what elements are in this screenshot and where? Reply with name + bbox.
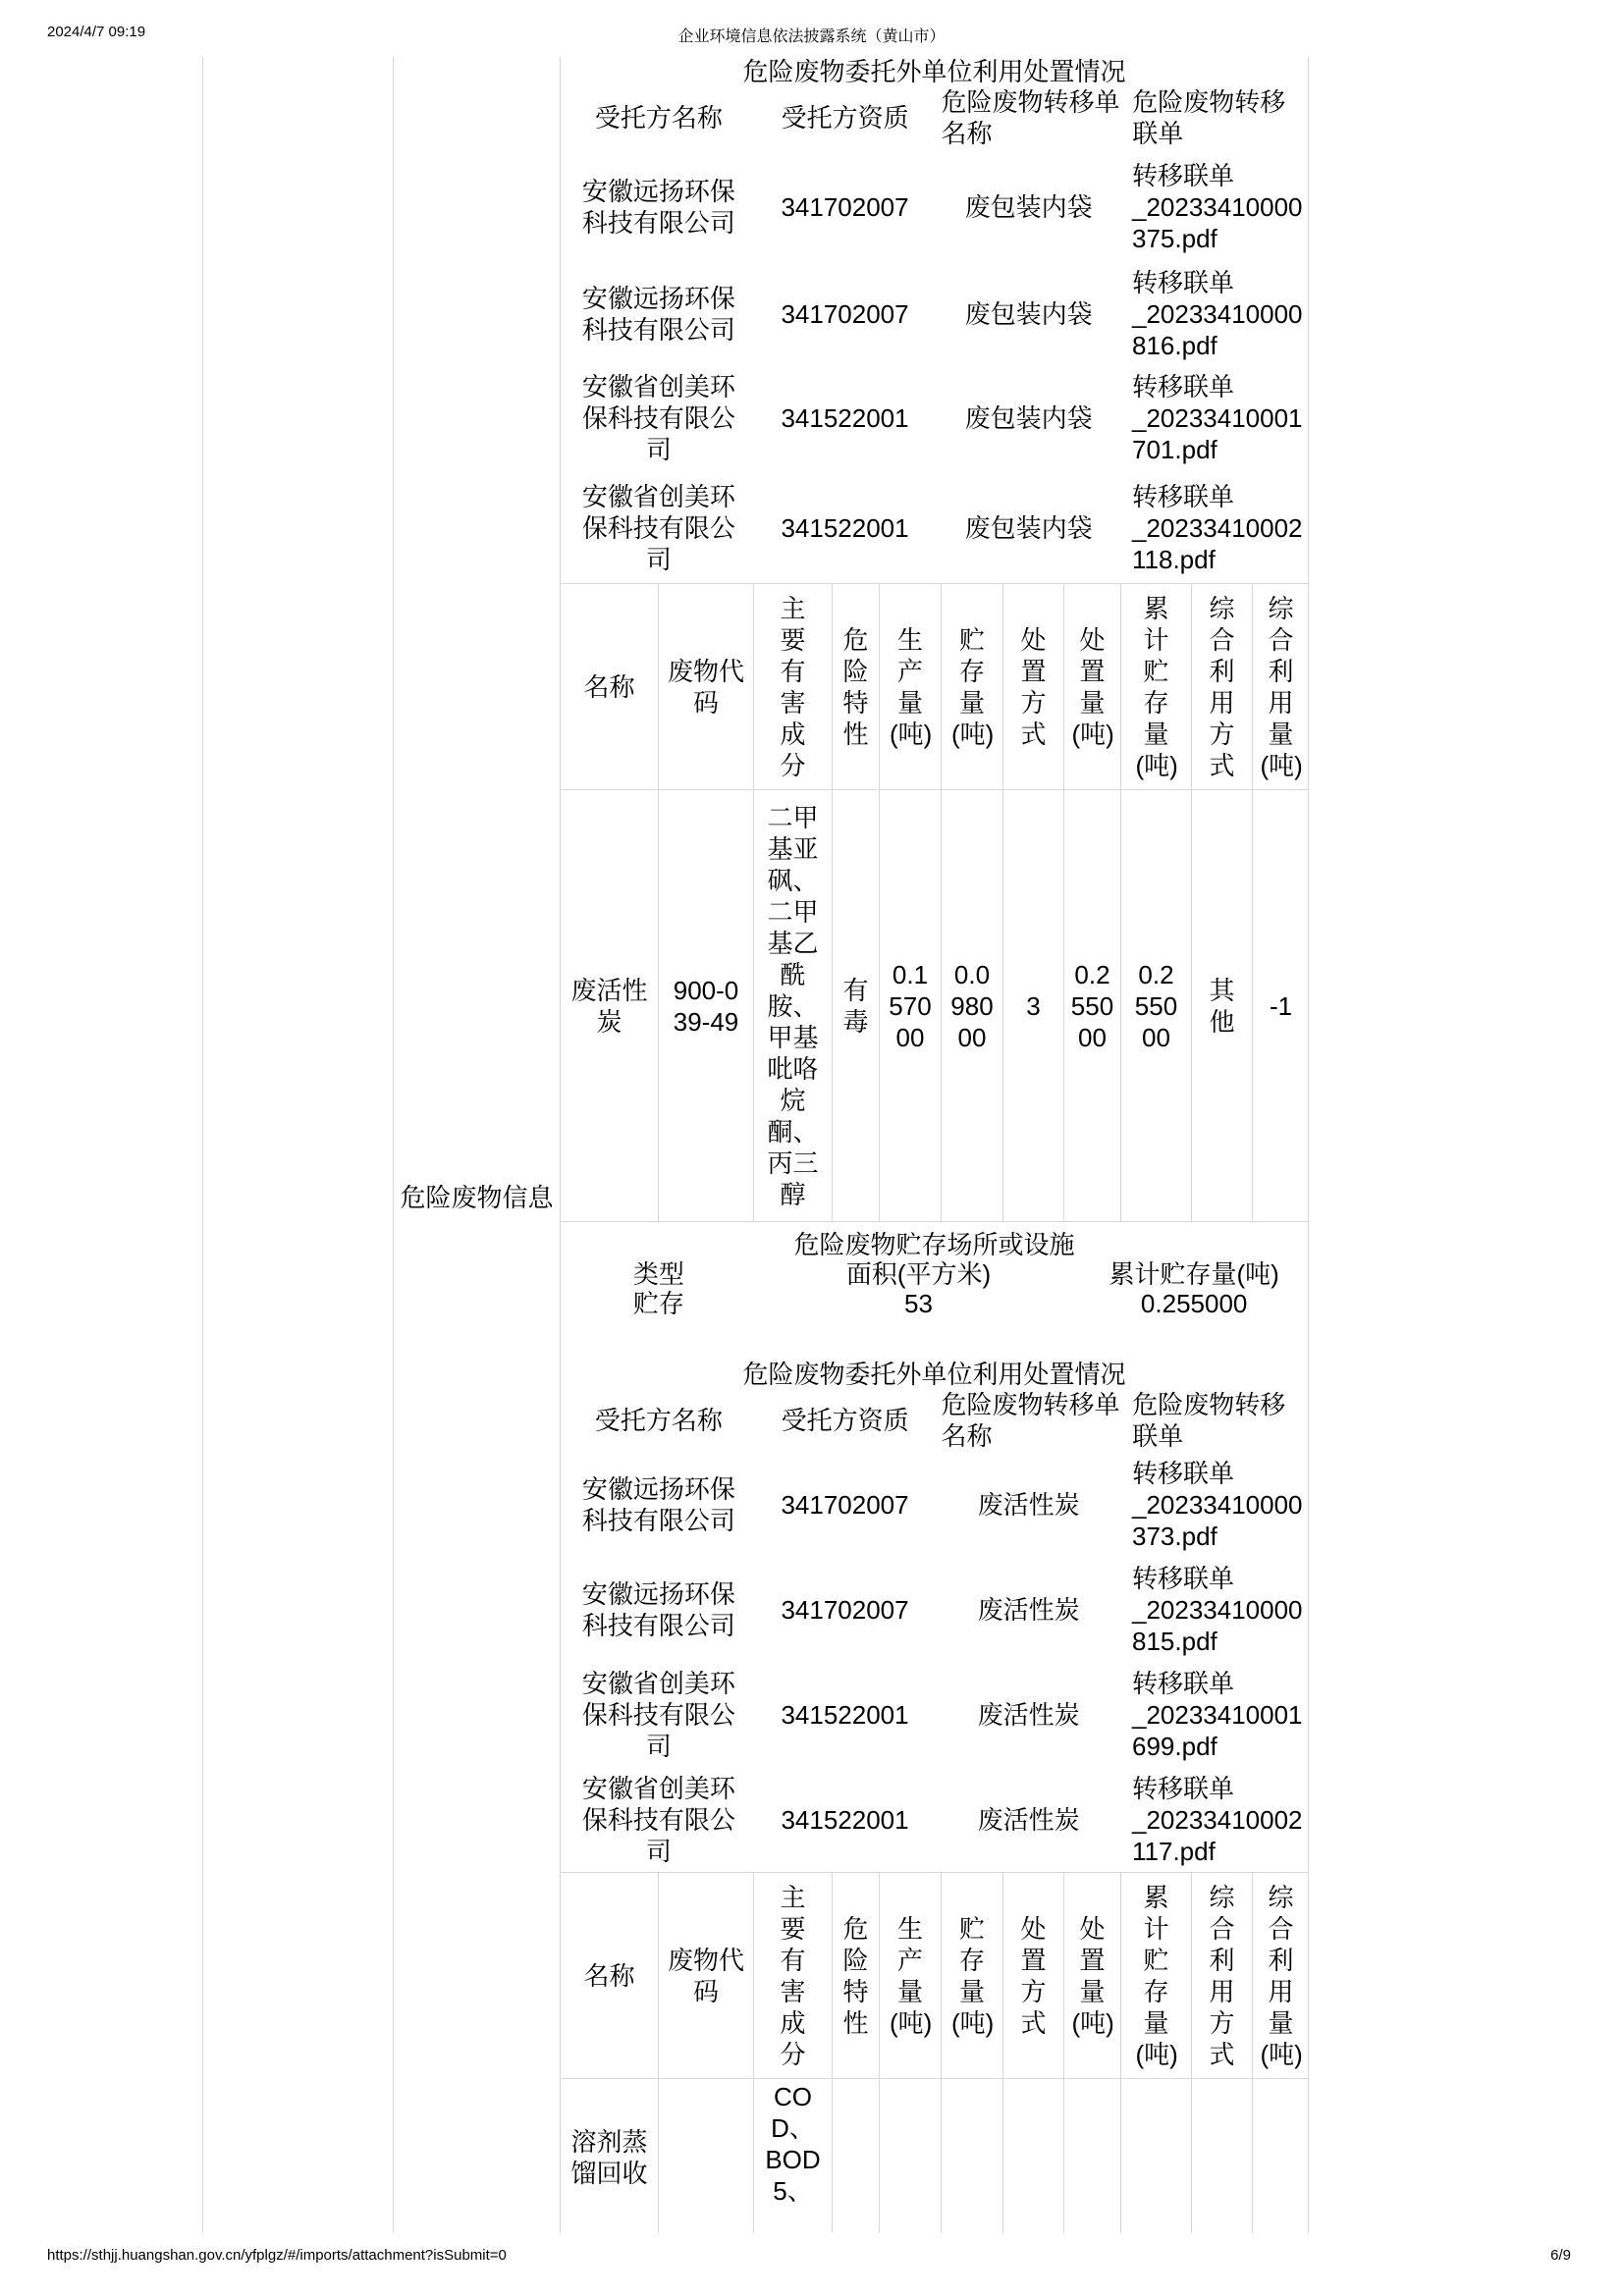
manifest-file: 转移联单_20233410000375.pdf — [1132, 161, 1303, 253]
print-datetime: 2024/4/7 09:19 — [47, 24, 146, 40]
column-header: 累计贮存量(吨) — [1121, 1873, 1192, 2079]
table-row — [561, 149, 1308, 265]
column-header: 名称 — [561, 1873, 659, 2079]
utilization-method — [1192, 2079, 1253, 2233]
waste-detail-table-2 — [561, 1872, 1308, 2233]
consignee-name: 安徽远扬环保科技有限公司 — [581, 1473, 735, 1535]
column-header: 贮存量(吨) — [942, 1873, 1003, 2079]
table-row — [561, 1662, 1308, 1767]
consignee-name: 安徽远扬环保科技有限公司 — [581, 284, 735, 345]
manifest-name: 废包装内袋 — [964, 403, 1093, 433]
section-title-storage: 危险废物贮存场所或设施 — [793, 1230, 1075, 1259]
waste-detail-table-1 — [561, 583, 1308, 1222]
manifest-name: 废包装内袋 — [964, 192, 1093, 222]
print-url: https://sthjj.huangshan.gov.cn/yfplgz/#/imports/attachment?isSubmit=0 — [47, 2247, 507, 2264]
manifest-name: 废活性炭 — [977, 1594, 1080, 1625]
storage-area: 53 — [904, 1289, 933, 1318]
column-header: 废物代码 — [659, 1873, 754, 2079]
manifest-file: 转移联单_20233410002118.pdf — [1132, 482, 1303, 574]
column-header: 危险废物转移单名称 — [941, 87, 1120, 148]
column-header: 累计贮存量(吨) — [1121, 584, 1192, 790]
column-header: 综合利用方式 — [1192, 1873, 1253, 2079]
manifest-name: 废活性炭 — [977, 1804, 1080, 1835]
column-header: 名称 — [561, 584, 659, 790]
column-header: 综合利用量(吨) — [1253, 1873, 1309, 2079]
column-header: 处置量(吨) — [1064, 1873, 1121, 2079]
production-amount — [880, 2079, 942, 2233]
table-row — [561, 265, 1308, 363]
consignee-name: 安徽远扬环保科技有限公司 — [581, 1578, 735, 1640]
column-header: 处置方式 — [1003, 1873, 1064, 2079]
disposal-amount: 0.255000 — [1064, 790, 1121, 1222]
consignee-qualification: 341522001 — [781, 403, 909, 433]
section-title-transfer-2: 危险废物委托外单位利用处置情况 — [742, 1360, 1126, 1389]
table-content-column — [561, 57, 1309, 2233]
column-header: 生产量(吨) — [880, 584, 942, 790]
waste-code — [659, 2079, 754, 2233]
column-header: 危险废物转移联单 — [1132, 1390, 1286, 1451]
column-header: 类型 — [632, 1259, 684, 1289]
manifest-file: 转移联单_20233410001701.pdf — [1132, 372, 1303, 464]
storage-header-row — [561, 1259, 1308, 1289]
column-header: 贮存量(吨) — [942, 584, 1003, 790]
column-header: 危险废物转移单名称 — [941, 1390, 1120, 1451]
column-header: 综合利用量(吨) — [1253, 584, 1309, 790]
column-header: 主要有害成分 — [754, 584, 833, 790]
manifest-file: 转移联单_20233410000373.pdf — [1132, 1458, 1303, 1551]
transfer1-header-row — [561, 86, 1308, 149]
consignee-name: 安徽远扬环保科技有限公司 — [581, 177, 735, 238]
storage-amount — [942, 2079, 1003, 2233]
manifest-file: 转移联单_20233410002117.pdf — [1132, 1773, 1303, 1866]
row-group-label: 危险废物信息 — [400, 1183, 554, 1212]
column-header: 主要有害成分 — [754, 1873, 833, 2079]
manifest-name: 废活性炭 — [977, 1489, 1080, 1520]
disclosure-table — [202, 57, 1309, 2233]
page-number: 6/9 — [1550, 2247, 1571, 2264]
consignee-qualification: 341702007 — [781, 299, 909, 329]
manifest-name: 废包装内袋 — [964, 513, 1093, 543]
column-header: 处置方式 — [1003, 584, 1064, 790]
column-header: 累计贮存量(吨) — [1109, 1259, 1279, 1289]
waste-name: 溶剂蒸馏回收 — [561, 2079, 659, 2233]
utilization-amount: -1 — [1253, 790, 1309, 1222]
consignee-qualification: 341702007 — [781, 192, 909, 222]
harmful-components: COD、BOD5、 — [754, 2079, 833, 2233]
production-amount: 0.157000 — [880, 790, 942, 1222]
table-row — [561, 473, 1308, 583]
manifest-name: 废活性炭 — [977, 1699, 1080, 1730]
site-title: 企业环境信息依法披露系统（黄山市） — [677, 28, 946, 45]
consignee-name: 安徽省创美环保科技有限公司 — [581, 482, 735, 574]
waste-code: 900-039-49 — [659, 790, 754, 1222]
disposal-method — [1003, 2079, 1064, 2233]
consignee-qualification: 341522001 — [781, 1699, 909, 1730]
disposal-amount — [1064, 2079, 1121, 2233]
outer-spacer-column — [203, 57, 394, 2233]
table-row — [561, 1452, 1308, 1557]
row-group-label-cell — [394, 57, 561, 2233]
manifest-file: 转移联单_20233410000815.pdf — [1132, 1563, 1303, 1656]
table-row — [561, 1767, 1308, 1872]
cumulative-storage: 0.255000 — [1121, 790, 1192, 1222]
hazard-property: 有毒 — [833, 790, 880, 1222]
column-header: 面积(平方米) — [845, 1259, 992, 1289]
harmful-components: 二甲基亚砜、二甲基乙酰胺、甲基吡咯烷酮、丙三醇 — [754, 790, 833, 1222]
column-header: 生产量(吨) — [880, 1873, 942, 2079]
table-row — [561, 363, 1308, 473]
manifest-name: 废包装内袋 — [964, 299, 1093, 329]
column-header: 综合利用方式 — [1192, 584, 1253, 790]
cumulative-storage — [1121, 2079, 1192, 2233]
utilization-method: 其他 — [1192, 790, 1253, 1222]
column-header: 危险废物转移联单 — [1132, 87, 1286, 148]
column-header: 受托方资质 — [781, 1406, 909, 1435]
storage-amount: 0.098000 — [942, 790, 1003, 1222]
column-header: 处置量(吨) — [1064, 584, 1121, 790]
column-header: 受托方资质 — [781, 103, 909, 133]
column-header: 受托方名称 — [594, 1406, 723, 1435]
disposal-method: 3 — [1003, 790, 1064, 1222]
consignee-name: 安徽省创美环保科技有限公司 — [581, 372, 735, 464]
storage-row — [561, 1289, 1308, 1318]
manifest-file: 转移联单_20233410000816.pdf — [1132, 268, 1303, 360]
waste-name: 废活性炭 — [561, 790, 659, 1222]
consignee-qualification: 341702007 — [781, 1594, 909, 1625]
consignee-qualification: 341522001 — [781, 513, 909, 543]
column-header: 危险特性 — [833, 584, 880, 790]
table-row — [561, 1557, 1308, 1662]
transfer2-header-row — [561, 1389, 1308, 1452]
consignee-name: 安徽省创美环保科技有限公司 — [581, 1668, 735, 1761]
storage-cumulative: 0.255000 — [1140, 1289, 1248, 1318]
consignee-qualification: 341702007 — [781, 1489, 909, 1520]
consignee-qualification: 341522001 — [781, 1804, 909, 1835]
consignee-name: 安徽省创美环保科技有限公司 — [581, 1773, 735, 1866]
column-header: 受托方名称 — [594, 103, 723, 133]
column-header: 废物代码 — [659, 584, 754, 790]
column-header: 危险特性 — [833, 1873, 880, 2079]
utilization-amount — [1253, 2079, 1309, 2233]
storage-type: 贮存 — [632, 1289, 684, 1318]
manifest-file: 转移联单_20233410001699.pdf — [1132, 1668, 1303, 1761]
hazard-property — [833, 2079, 880, 2233]
section-title-transfer-1: 危险废物委托外单位利用处置情况 — [742, 57, 1126, 86]
